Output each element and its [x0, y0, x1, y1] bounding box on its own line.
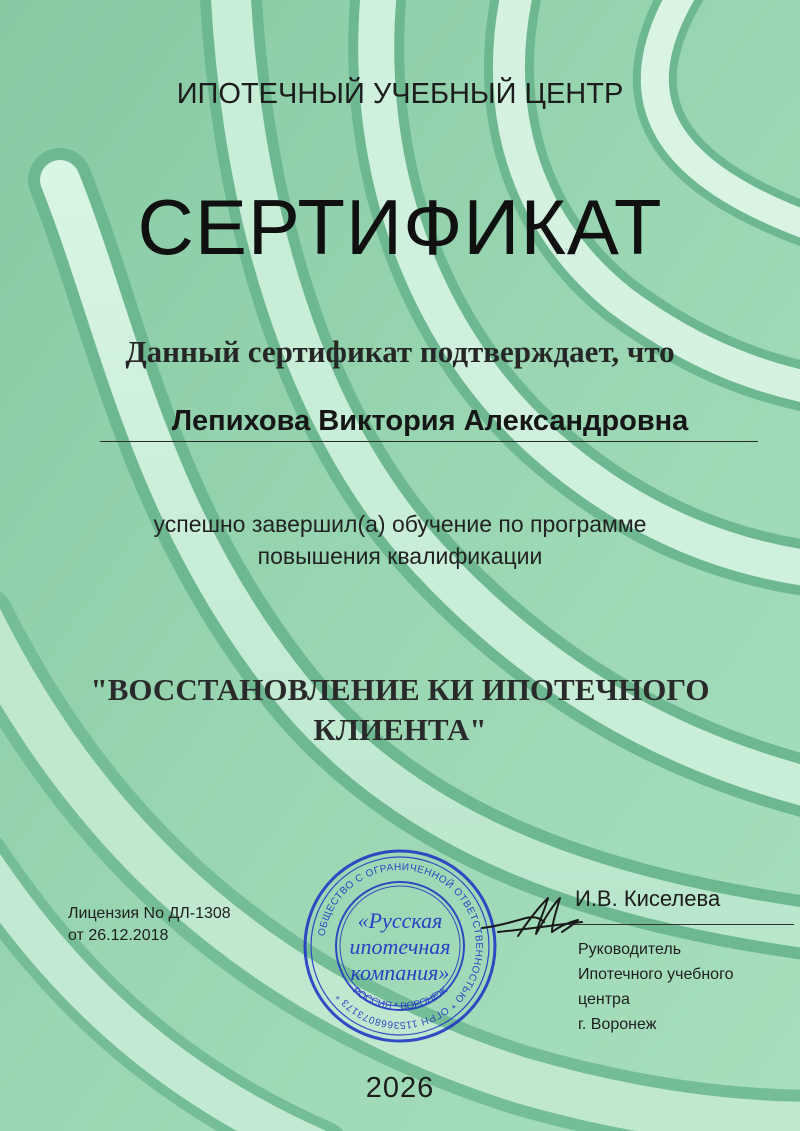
- signer-position-line-3: центра: [578, 991, 630, 1008]
- signature-line: [568, 924, 794, 925]
- program-title: [0, 670, 800, 750]
- certificate-title: СЕРТИФИКАТ: [137, 183, 663, 271]
- signer-position: [578, 937, 733, 1037]
- company-seal: [300, 846, 500, 1046]
- license-info: [68, 903, 231, 947]
- seal-bottom-text: РОССИЯ * ВОРОНЕЖ: [350, 985, 450, 1013]
- program-title-line-1: "ВОССТАНОВЛЕНИЕ КИ ИПОТЕЧНОГО: [90, 672, 710, 707]
- name-underline: [100, 441, 758, 442]
- completion-line-1: успешно завершил(а) обучение по программе: [153, 511, 647, 537]
- signer-position-line-2: Ипотечного учебного: [578, 966, 734, 983]
- seal-center-line-2: ипотечная: [349, 934, 451, 959]
- seal-center-line-1: «Русская: [357, 908, 443, 933]
- organization-name: ИПОТЕЧНЫЙ УЧЕБНЫЙ ЦЕНТР: [176, 78, 624, 110]
- handwritten-signature: [478, 888, 588, 950]
- license-date: от 26.12.2018: [68, 927, 169, 944]
- completion-line-2: повышения квалификации: [257, 543, 543, 569]
- certificate-year: 2026: [365, 1072, 435, 1104]
- recipient-name: Лепихова Виктория Александровна: [171, 405, 689, 437]
- program-title-line-2: КЛИЕНТА": [313, 712, 487, 747]
- seal-center-line-3: компания»: [350, 960, 450, 985]
- signer-position-line-1: Руководитель: [578, 941, 682, 958]
- license-number: Лицензия No ДЛ-1308: [68, 905, 231, 922]
- signer-name: И.В. Киселева: [575, 886, 721, 911]
- svg-text:РОССИЯ * ВОРОНЕЖ: [350, 985, 450, 1013]
- seal-outer-text: ОБЩЕСТВО С ОГРАНИЧЕННОЙ ОТВЕТСТВЕННОСТЬЮ * ОГРН 1153668073173 *: [316, 861, 485, 1031]
- confirmation-text: Данный сертификат подтверждает, что: [125, 334, 675, 369]
- completion-text: [0, 508, 800, 572]
- signer-position-line-4: г. Воронеж: [578, 1016, 657, 1033]
